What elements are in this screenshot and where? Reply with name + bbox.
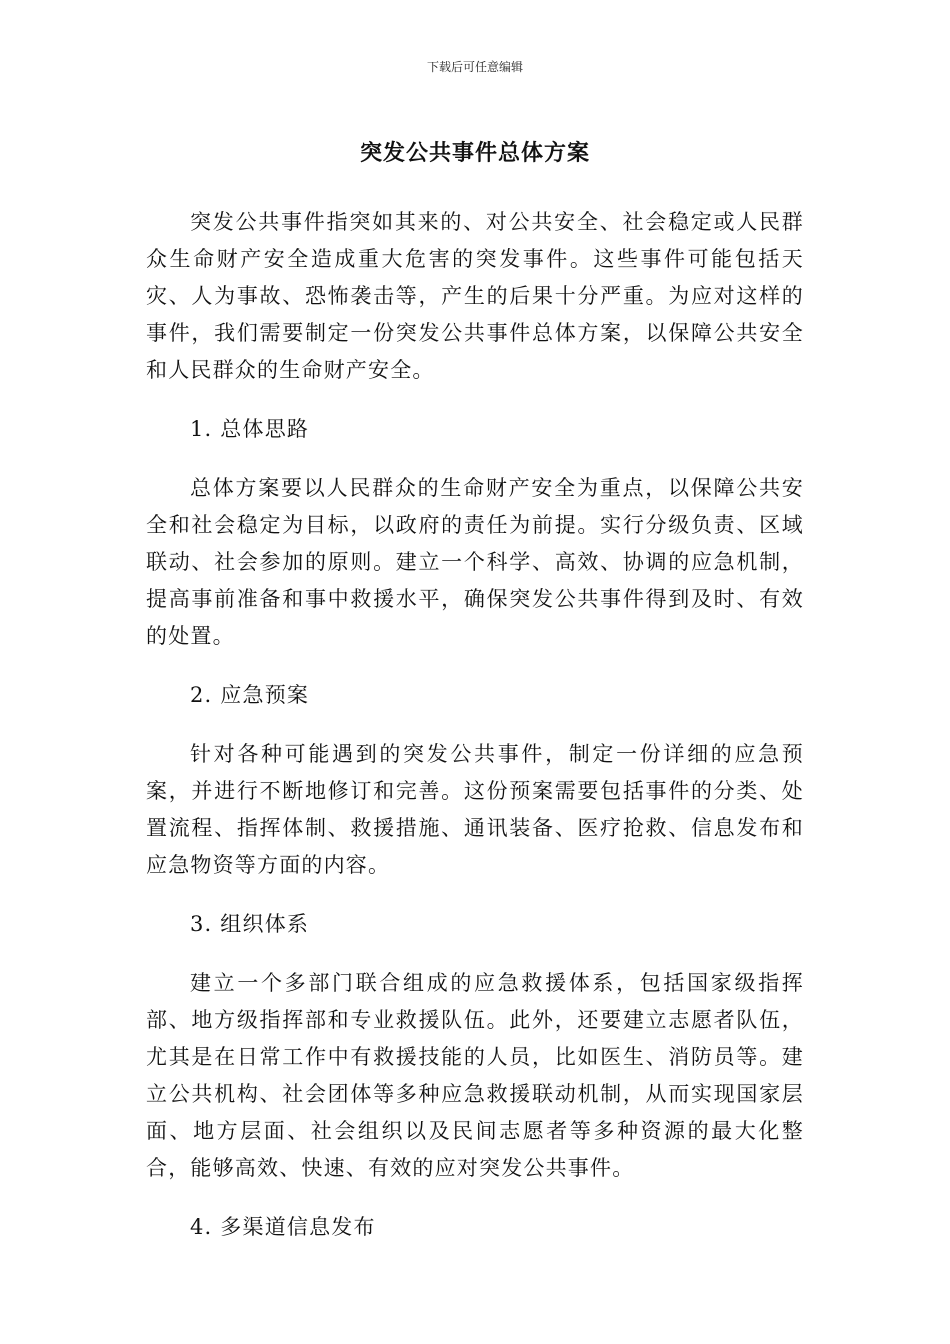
section-paragraph-1: 总体方案要以人民群众的生命财产安全为重点，以保障公共安全和社会稳定为目标，以政府的责任为前提。实行分级负责、区域联动、社会参加的原则。建立一个科学、高效、协调的应急机制，提高事前准备和事中救援水平，确保突发公共事件得到及时、有效的处置。	[146, 476, 804, 648]
header-note: 下载后可任意编辑	[426, 60, 523, 74]
section-heading-3: 3. 组织体系	[190, 912, 310, 936]
document-title: 突发公共事件总体方案	[359, 141, 590, 166]
intro-paragraph: 突发公共事件指突如其来的、对公共安全、社会稳定或人民群众生命财产安全造成重大危害的突发事件。这些事件可能包括天灾、人为事故、恐怖袭击等，产生的后果十分严重。为应对这样的事件，我们需要制定一份突发公共事件总体方案，以保障公共安全和人民群众的生命财产安全。	[146, 210, 804, 382]
section-paragraph-2: 针对各种可能遇到的突发公共事件，制定一份详细的应急预案，并进行不断地修订和完善。这份预案需要包括事件的分类、处置流程、指挥体制、救援措施、通讯装备、医疗抢救、信息发布和应急物资等方面的内容。	[146, 742, 804, 877]
section-paragraph-3: 建立一个多部门联合组成的应急救援体系，包括国家级指挥部、地方级指挥部和专业救援队伍。此外，还要建立志愿者队伍，尤其是在日常工作中有救援技能的人员，比如医生、消防员等。建立公共机构、社会团体等多种应急救援联动机制，从而实现国家层面、地方层面、社会组织以及民间志愿者等多种资源的最大化整合，能够高效、快速、有效的应对突发公共事件。	[146, 971, 804, 1180]
section-heading-2: 2. 应急预案	[190, 683, 310, 707]
section-heading-1: 1. 总体思路	[190, 417, 310, 441]
section-heading-4: 4. 多渠道信息发布	[190, 1215, 376, 1239]
document-body	[146, 204, 804, 1268]
